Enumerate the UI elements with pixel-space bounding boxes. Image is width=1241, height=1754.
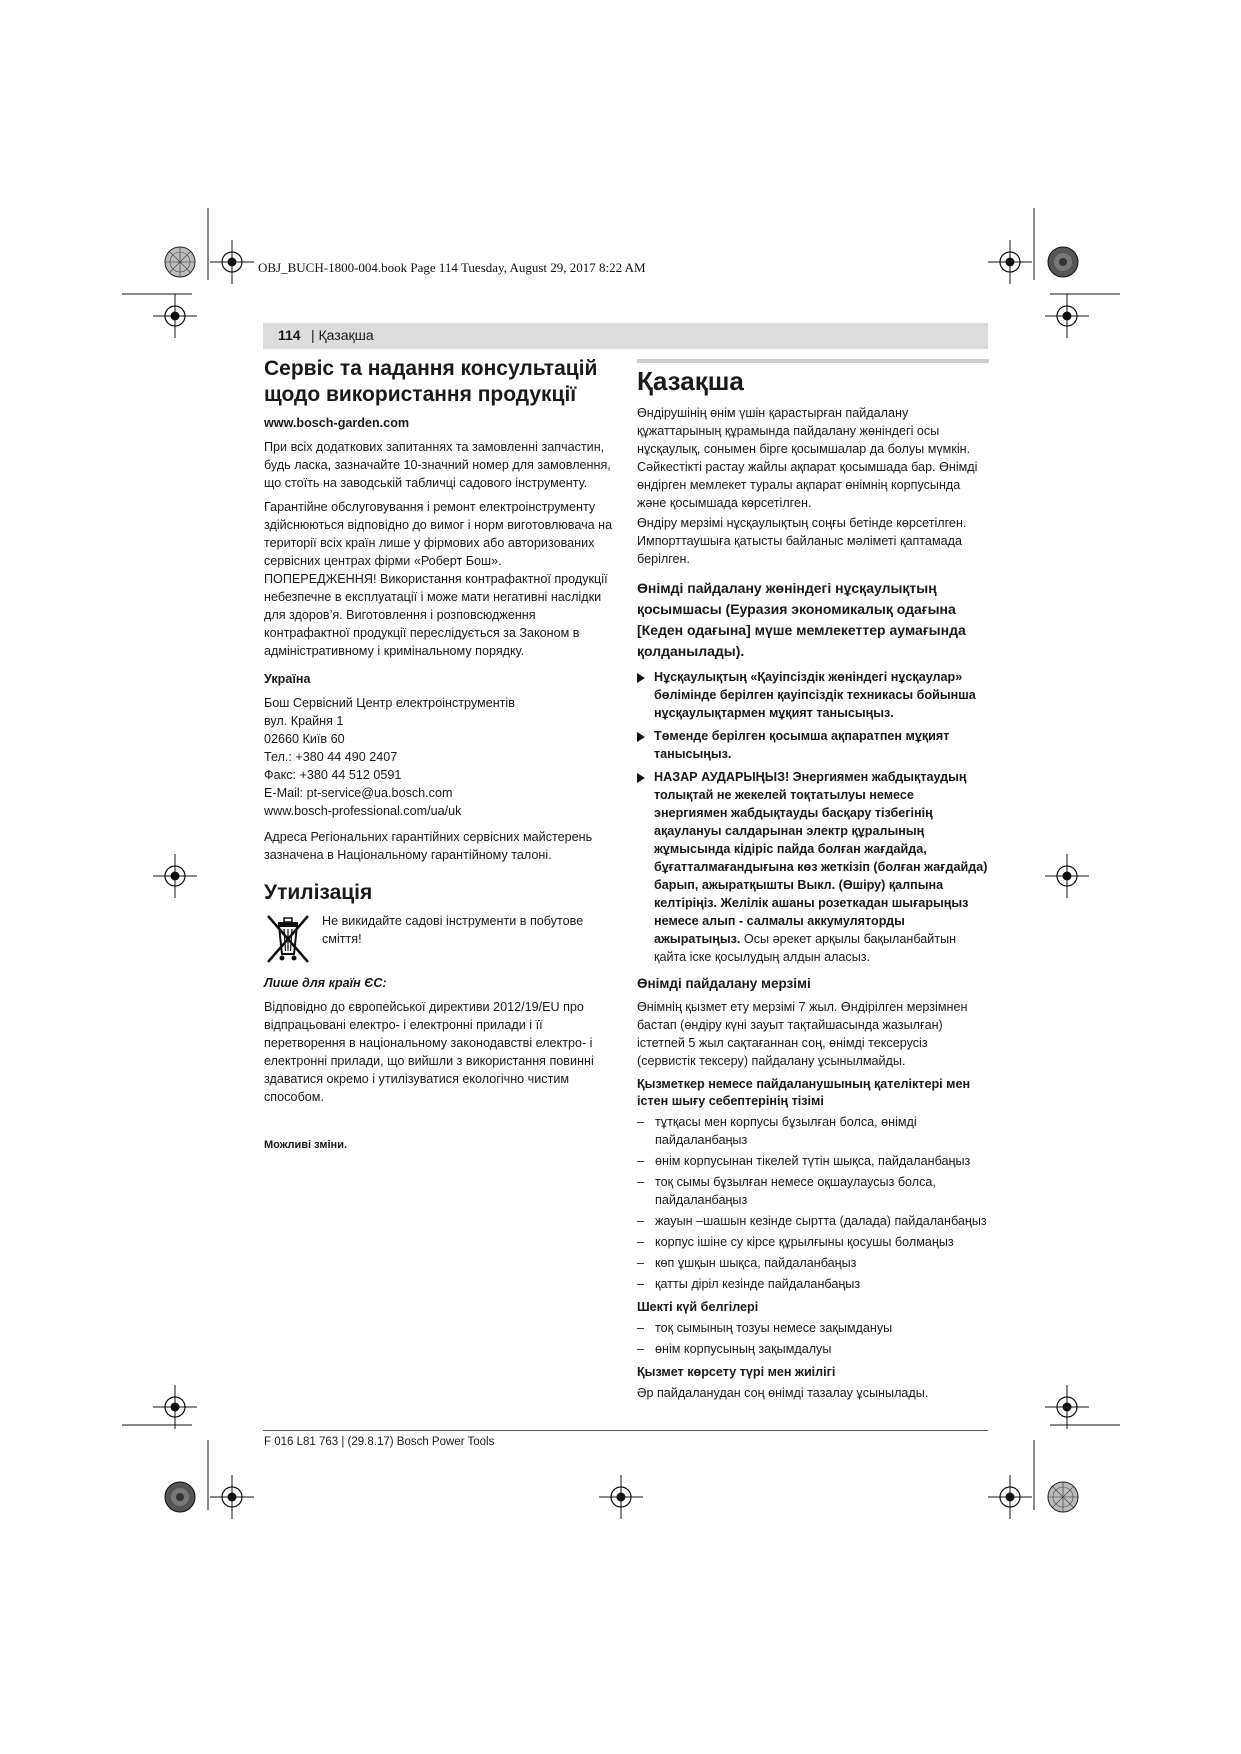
limits-heading: Шекті күй белгілері — [637, 1300, 759, 1314]
disposal-text: Не викидайте садові інструменти в побутове сміття! — [322, 914, 584, 946]
disposal-block — [264, 912, 616, 968]
list-item-text: жауын –шашын кезінде сыртта (далада) пайдаланбаңыз — [655, 1214, 987, 1228]
website-link[interactable]: www.bosch-garden.com — [264, 416, 410, 430]
errors-heading: Қызметкер немесе пайдаланушының қателіктері мен істен шығу себептерінің тізімі — [637, 1077, 971, 1108]
list-item — [637, 1340, 989, 1358]
service-type-heading: Қызмет көрсету түрі мен жиілігі — [637, 1365, 836, 1379]
list-item-text: өнім корпусынан тікелей түтін шықса, пайдаланбаңыз — [655, 1154, 971, 1168]
list-item — [637, 1113, 989, 1149]
list-item — [637, 668, 989, 722]
print-slug: OBJ_BUCH-1800-004.book Page 114 Tuesday, August 29, 2017 8:22 AM — [258, 260, 646, 275]
list-item — [637, 1254, 989, 1272]
bullet-text: Төменде берілген қосымша ақпаратпен мұқият танысыңыз. — [654, 729, 950, 761]
header-separator: | — [311, 327, 319, 343]
list-dash: – — [637, 1235, 645, 1249]
service-life-heading: Өнімді пайдалану мерзімі — [637, 976, 811, 991]
page-header-bar — [263, 323, 988, 349]
list-dash: – — [637, 1277, 645, 1291]
address-email[interactable]: E-Mail: pt-service@ua.bosch.com — [264, 786, 453, 800]
service-title-line2: щодо використання продукції — [264, 383, 577, 406]
header-language: Қазақша — [318, 327, 374, 343]
bullet-text: Нұсқаулықтың «Қауіпсіздік жөніндегі нұсқаулар» бөлімінде берілген қауіпсіздік техникасы бойынша нұсқаулықтармен мұқият танысыңыз. — [654, 670, 976, 720]
right-column — [637, 366, 989, 1408]
address-fax: Факс: +380 44 512 0591 — [264, 768, 402, 782]
address-website[interactable]: www.bosch-professional.com/ua/uk — [264, 804, 462, 818]
list-item-text: тоқ сымы бұзылған немесе оқшаулаусыз болса, пайдаланбаңыз — [655, 1175, 936, 1207]
disposal-title: Утилізація — [264, 881, 373, 904]
safety-bullets — [637, 668, 989, 966]
list-item — [637, 1212, 989, 1230]
footer-rule — [263, 1430, 988, 1431]
intro-paragraph-1: Өндірушінің өнім үшін қарастырған пайдалану құжаттарының құрамында пайдалану жөніндегі осы нұсқаулық, сонымен бірге қосымшалар да болуы мүмкін. Сәйкестікті растау жайлы ақпарат қосымшада бар. Өнімді өндірген мемлекет туралы ақпарат өнімнің корпусында және қосымшада көрсетілген. — [637, 406, 978, 510]
intro-paragraph-2: Өндіру мерзімі нұсқаулықтың соңғы бетінде көрсетілген. Импорттаушыға қатысты байланыс мәліметі қаптамада берілген. — [637, 516, 967, 566]
address-phone: Тел.: +380 44 490 2407 — [264, 750, 398, 764]
triangle-bullet-icon — [637, 732, 645, 742]
list-item — [637, 727, 989, 763]
errors-list — [637, 1113, 989, 1293]
list-item — [637, 1319, 989, 1337]
supplement-heading: Өнімді пайдалану жөніндегі нұсқаулықтың қосымшасы (Еуразия экономикалық одағына [Кеден одағына] мүше мемлекеттер аумағында қолданылады). — [637, 580, 966, 659]
address-line: Бош Сервісний Центр електроінструментів — [264, 696, 515, 710]
list-item — [637, 1152, 989, 1170]
changes-note: Можливі зміни. — [264, 1139, 348, 1151]
list-item — [637, 1233, 989, 1251]
list-item-text: өнім корпусының зақымдалуы — [655, 1342, 832, 1356]
list-dash: – — [637, 1342, 645, 1356]
service-paragraph-2: Гарантійне обслуговування і ремонт електроінструменту здійснюються відповідно до вимог і норм виготовлювача на території всіх країн лише у фірмових або авторизованих сервісних центрах фірми «Роберт Бош». ПОПЕРЕДЖЕННЯ! Використання контрафактної продукції небезпечне в експлуатації і може мати негативні наслідки для здоров’я. Виготовлення і розповсюдження контрафактної продукції переслідується за Законом в адміністративному і кримінальному порядку. — [264, 500, 613, 658]
list-item-text: корпус ішіне су кірсе құрылғыны қосушы болмаңыз — [655, 1235, 954, 1249]
language-title: Қазақша — [637, 366, 744, 396]
list-item-text: тоқ сымының тозуы немесе зақымдануы — [655, 1321, 893, 1335]
service-type-text: Әр пайдаланудан соң өнімді тазалау ұсынылады. — [637, 1386, 929, 1400]
service-paragraph-1: При всіх додаткових запитаннях та замовленні запчастин, будь ласка, зазначайте 10-значний номер для замовлення, що стоїть на заводській табличці садового інструменту. — [264, 440, 611, 490]
bullet-text-bold: НАЗАР АУДАРЫҢЫЗ! Энергиямен жабдықтаудың толықтай не жекелей тоқтатылуы немесе энергиямен жабдықтауды басқару тізбегінің ақаулануы салдарынан электр құралының жұмысында кідіріс пайда болған жағдайда, бұғатталмағандығына көз жеткізіп (болған жағдайда) барып, ажыратқышты Выкл. (Өшіру) қалпына келтіріңіз. Желілік ашаны розеткадан шығарыңыз немесе алып - салмалы аккумуляторды ажыратыңыз. — [654, 770, 988, 946]
crossed-bin-icon — [264, 912, 312, 966]
regional-note: Адреса Регіональних гарантійних сервісних майстерень зазначена в Національному гарантійному талоні. — [264, 830, 593, 862]
left-column — [264, 356, 616, 1160]
list-item-text: қатты діріл кезінде пайдаланбаңыз — [655, 1277, 861, 1291]
footer-text: F 016 L81 763 | (29.8.17) Bosch Power Tools — [264, 1436, 495, 1448]
list-dash: – — [637, 1321, 645, 1335]
list-dash: – — [637, 1256, 645, 1270]
bullet-text-normal: Осы әрекет арқылы бақыланбайтын қайта іске қосылудың алдын аласыз. — [654, 932, 957, 964]
country-heading: Україна — [264, 672, 311, 686]
list-dash: – — [637, 1154, 645, 1168]
limits-list — [637, 1319, 989, 1358]
triangle-bullet-icon — [637, 773, 645, 783]
service-address — [264, 694, 616, 820]
list-dash: – — [637, 1175, 645, 1189]
list-item — [637, 1275, 989, 1293]
list-item-text: тұтқасы мен корпусы бұзылған болса, өнімді пайдаланбаңыз — [655, 1115, 917, 1147]
service-life-text: Өнімнің қызмет ету мерзімі 7 жыл. Өндірілген мерзімнен бастап (өндіру күні зауыт тақтайшасында жазылған) істетпей 5 жыл сақтағаннан соң, өнімді тексерусіз (сервистік тексеру) пайдалану ұсынылмайды. — [637, 1000, 968, 1068]
page-section-name — [311, 327, 374, 343]
list-dash: – — [637, 1115, 645, 1129]
page-number: 114 — [278, 327, 301, 343]
list-item — [637, 768, 989, 966]
triangle-bullet-icon — [637, 673, 645, 683]
list-item-text: көп ұшқын шықса, пайдаланбаңыз — [655, 1256, 857, 1270]
eu-only-heading: Лише для країн ЄС: — [264, 976, 387, 990]
address-line: вул. Крайня 1 — [264, 714, 344, 728]
service-title — [264, 356, 616, 408]
list-dash: – — [637, 1214, 645, 1228]
section-top-rule — [637, 359, 989, 363]
eu-directive-text: Відповідно до європейської директиви 2012/19/EU про відпрацьовані електро- і електронні прилади і її перетворення в національному законодавстві електро- і електронні прилади, що вийшли з використання повинні здаватися окремо і утилізуватися екологічно чистим способом. — [264, 1000, 594, 1104]
list-item — [637, 1173, 989, 1209]
address-line: 02660 Київ 60 — [264, 732, 345, 746]
service-title-line1: Сервіс та надання консультацій — [264, 357, 598, 380]
